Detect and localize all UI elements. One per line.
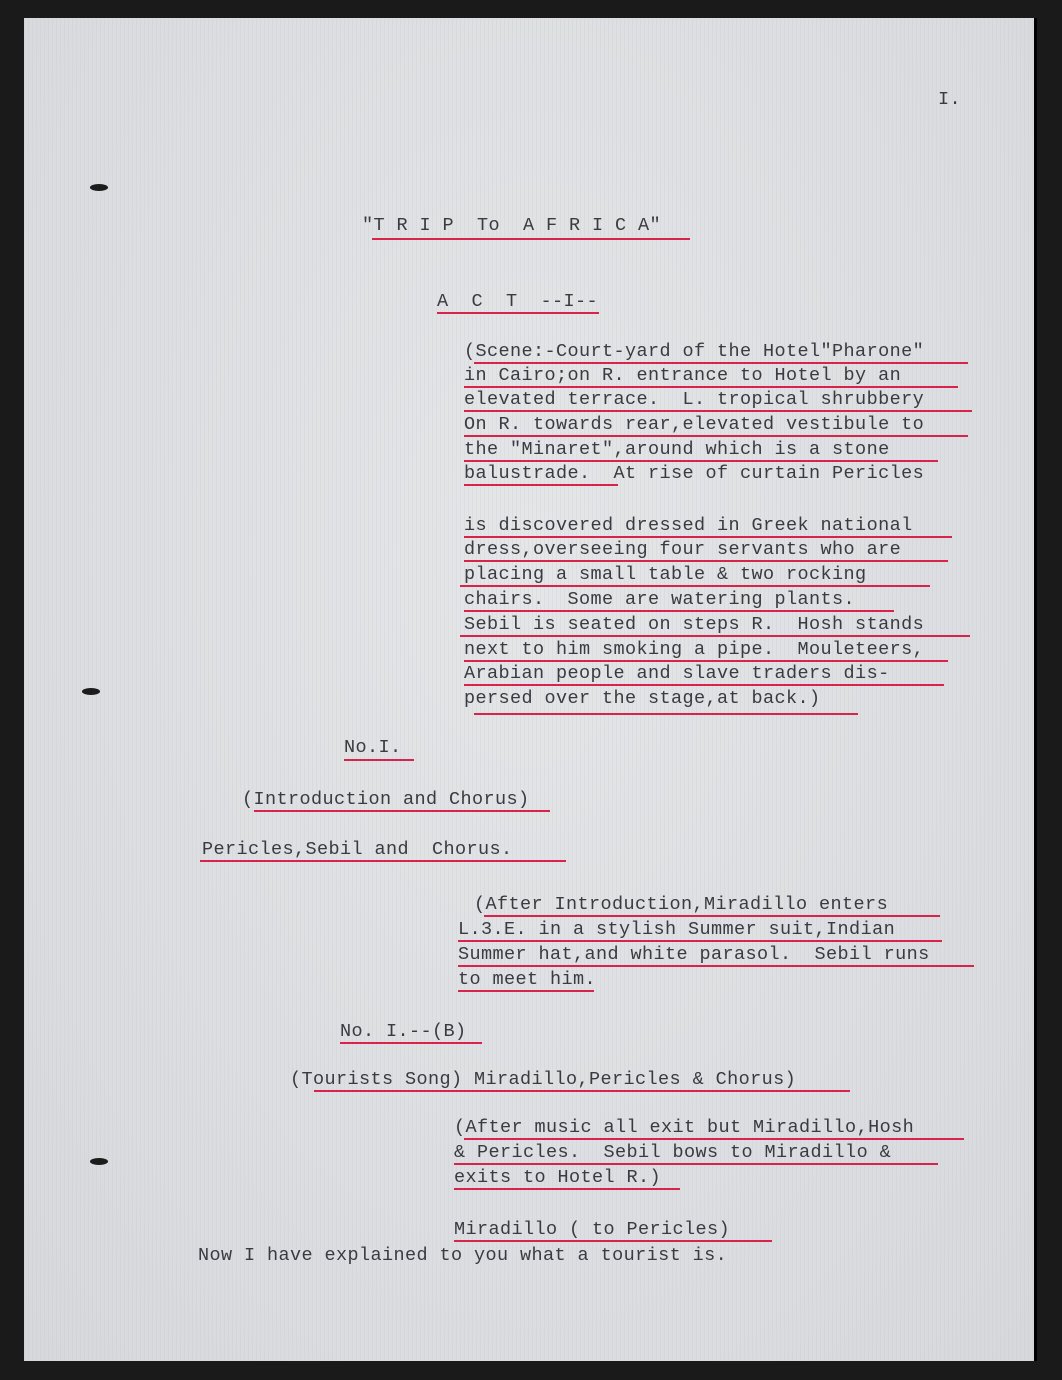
stage-direction-line: Summer hat,and white parasol. Sebil runs (458, 944, 930, 965)
scene-line: is discovered dressed in Greek national (464, 515, 913, 536)
cast-underline (200, 860, 566, 862)
scene-underline (474, 713, 858, 715)
speaker-underline (454, 1240, 772, 1242)
scene-line: chairs. Some are watering plants. (464, 589, 856, 610)
scene-underline (464, 484, 618, 486)
stage-direction-underline (458, 990, 594, 992)
stage-direction-underline (484, 915, 940, 917)
scene-line: (Scene:-Court-yard of the Hotel"Pharone" (464, 341, 925, 362)
scene-line: placing a small table & two rocking (464, 564, 867, 585)
scene-underline (464, 410, 972, 412)
cast-line: Pericles,Sebil and Chorus. (202, 839, 513, 860)
stage-direction-line: to meet him. (458, 969, 597, 990)
scene-line: in Cairo;on R. entrance to Hotel by an (464, 365, 902, 386)
punch-hole-top (90, 184, 108, 191)
stage-direction-underline (458, 940, 942, 942)
act-underline (437, 312, 599, 314)
number-one-b-underline (340, 1042, 482, 1044)
intro-chorus: (Introduction and Chorus) (242, 789, 530, 810)
tourists-song-underline (314, 1090, 850, 1092)
intro-chorus-underline (254, 810, 550, 812)
scene-underline (460, 635, 970, 637)
typescript-page (24, 18, 1037, 1361)
scene-line: On R. towards rear,elevated vestibule to (464, 414, 925, 435)
scene-underline (464, 684, 944, 686)
number-one-b-heading: No. I.--(B) (340, 1021, 467, 1042)
number-one-underline (344, 759, 414, 761)
scene-line: Arabian people and slave traders dis- (464, 663, 890, 684)
number-one-heading: No.I. (344, 737, 402, 758)
scene-line: Sebil is seated on steps R. Hosh stands (464, 614, 925, 635)
scene-line: balustrade. At rise of curtain Pericles (464, 463, 925, 484)
scene-line: persed over the stage,at back.) (464, 688, 821, 709)
scene-line: next to him smoking a pipe. Mouleteers, (464, 639, 925, 660)
scene-underline (464, 435, 968, 437)
stage-direction-underline (458, 965, 974, 967)
scene-line: elevated terrace. L. tropical shrubbery (464, 389, 925, 410)
tourists-song: (Tourists Song) Miradillo,Pericles & Chorus) (290, 1069, 797, 1090)
stage-direction-line: L.3.E. in a stylish Summer suit,Indian (458, 919, 896, 940)
dialogue-line: Now I have explained to you what a tourist is. (198, 1245, 728, 1266)
stage-direction-line: exits to Hotel R.) (454, 1167, 662, 1188)
scene-underline (460, 585, 930, 587)
stage-direction-underline (454, 1163, 938, 1165)
stage-direction-underline (464, 1138, 964, 1140)
punch-hole-bottom (90, 1158, 108, 1165)
play-title: "T R I P To A F R I C A" (362, 215, 662, 236)
title-underline (372, 238, 690, 240)
act-heading: A C T --I-- (437, 291, 599, 312)
speaker-name: Miradillo ( to Pericles) (454, 1219, 731, 1240)
scene-underline (464, 560, 948, 562)
page-number: I. (938, 89, 962, 110)
stage-direction-line: & Pericles. Sebil bows to Miradillo & (454, 1142, 892, 1163)
punch-hole-middle (82, 688, 100, 695)
scene-line: the "Minaret",around which is a stone (464, 439, 890, 460)
scene-underline (464, 610, 894, 612)
stage-direction-line: (After Introduction,Miradillo enters (474, 894, 889, 915)
stage-direction-line: (After music all exit but Miradillo,Hosh (454, 1117, 915, 1138)
scene-line: dress,overseeing four servants who are (464, 539, 902, 560)
stage-direction-underline (454, 1188, 680, 1190)
